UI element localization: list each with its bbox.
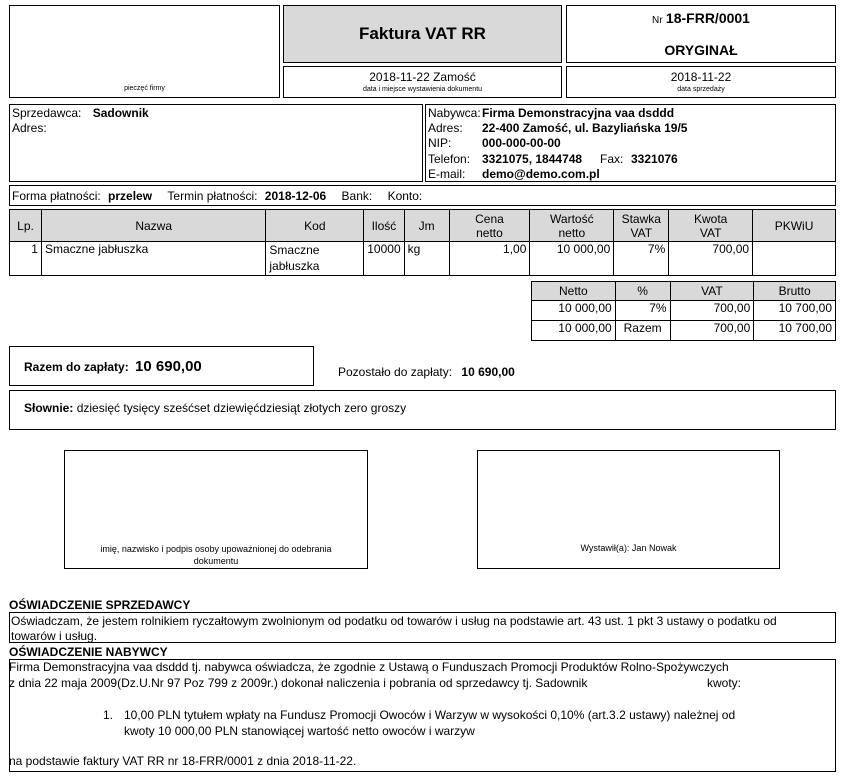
vat-summary-table <box>531 281 836 341</box>
seller-address-label: Adres: <box>12 121 47 135</box>
summary-col-gross: Brutto <box>754 282 836 301</box>
col-code: Kod <box>266 210 364 242</box>
total-to-pay-label: Razem do zapłaty: <box>24 360 129 374</box>
buyer-declaration-footer: na podstawie faktury VAT RR nr 18-FRR/0001 z dnia 2018-11-22. <box>9 754 357 768</box>
items-header-row <box>10 210 836 242</box>
buyer-nip: 000-000-00-00 <box>482 136 561 150</box>
total-to-pay-row <box>24 358 202 375</box>
summary-col-rate: % <box>615 282 670 301</box>
sale-date-caption: data sprzedaży <box>677 86 725 93</box>
col-net-value: Wartość netto <box>530 210 614 242</box>
amount-in-words-label: Słownie: <box>24 401 74 415</box>
items-table <box>9 209 836 276</box>
remaining-label: Pozostało do zapłaty: <box>338 365 453 379</box>
sale-date-box <box>566 66 836 98</box>
amount-in-words-row <box>24 401 406 415</box>
payment-term-value: 2018-12-06 <box>264 189 327 203</box>
invoice-number-value: 18-FRR/0001 <box>665 10 750 26</box>
summary-header-row <box>532 282 836 301</box>
buyer-box <box>425 104 836 182</box>
item-vat-rate: 7% <box>614 242 669 276</box>
issue-date-place: 2018-11-22 Zamość <box>369 70 476 84</box>
col-unit: Jm <box>404 210 449 242</box>
payment-form-value: przelew <box>108 189 153 203</box>
col-qty: Ilość <box>364 210 404 242</box>
account-label: Konto: <box>387 189 423 203</box>
item-lp: 1 <box>10 242 42 276</box>
total-to-pay-box <box>9 346 314 386</box>
buyer-email: demo@demo.com.pl <box>482 167 600 181</box>
issuer-signature-caption: Wystawił(a): Jan Nowak <box>580 543 677 553</box>
list-number: 1. <box>103 708 114 722</box>
buyer-declaration-title: OŚWIADCZENIE NABYWCY <box>9 645 168 659</box>
summary-rate: 7% <box>615 301 670 321</box>
item-unit-price: 1,00 <box>449 242 530 276</box>
col-unit-price: Cena netto <box>449 210 530 242</box>
company-stamp-box <box>9 5 280 98</box>
list-line-2: kwoty 10 000,00 PLN stanowiącej wartość netto owoców i warzyw <box>124 724 475 738</box>
table-row <box>532 301 836 321</box>
item-qty: 10000 <box>364 242 404 276</box>
buyer-address: 22-400 Zamość, ul. Bazyliańska 19/5 <box>482 121 688 135</box>
summary-total-vat: 700,00 <box>670 321 754 341</box>
amount-in-words-value: dziesięć tysięcy sześćset dziewięćdziesiąt złotych zero groszy <box>76 401 407 415</box>
item-code: Smaczne jabłuszka <box>266 242 364 276</box>
bank-label: Bank: <box>341 189 373 203</box>
amount-in-words-box <box>9 390 836 430</box>
buyer-declaration-line-2b: kwoty: <box>707 676 742 690</box>
payment-form-label: Forma płatności: <box>12 189 101 203</box>
seller-declaration-text: Oświadczam, że jestem rolnikiem ryczałtowym zwolnionym od podatku od towarów i usług na podstawie art. 43 ust. 1 pkt 3 ustawy o podatku od towarów i usług. <box>11 614 777 643</box>
payment-term-label: Termin płatności: <box>167 189 258 203</box>
sale-date: 2018-11-22 <box>670 70 732 84</box>
buyer-name: Firma Demonstracyjna vaa dsddd <box>482 106 675 120</box>
buyer-declaration-line-1: Firma Demonstracyjna vaa dsddd tj. nabywca oświadcza, że zgodnie z Ustawą o Funduszach Promocji Produktów Rolno-Spożywczych <box>9 660 729 674</box>
summary-net: 10 000,00 <box>532 301 616 321</box>
issue-date-caption: data i miejsce wystawienia dokumentu <box>362 86 483 93</box>
buyer-phone: 3321075, 1844748 <box>482 152 583 166</box>
invoice-number-prefix: Nr <box>652 15 663 26</box>
col-lp: Lp. <box>10 210 42 242</box>
receiver-signature-caption: imię, nazwisko i podpis osoby upoważnionej do odebrania dokumentu <box>100 544 332 566</box>
item-name: Smaczne jabłuszka <box>41 242 265 276</box>
item-unit: kg <box>404 242 449 276</box>
col-pkwiu: PKWiU <box>753 210 836 242</box>
buyer-fax: 3321076 <box>631 152 678 166</box>
buyer-nip-label: NIP: <box>428 136 452 150</box>
remaining-row <box>338 365 515 379</box>
summary-col-vat: VAT <box>670 282 754 301</box>
buyer-phone-label: Telefon: <box>428 152 471 166</box>
col-vat-rate: Stawka VAT <box>614 210 669 242</box>
buyer-email-label: E-mail: <box>428 167 466 181</box>
col-vat-amount: Kwota VAT <box>669 210 753 242</box>
summary-vat: 700,00 <box>670 301 754 321</box>
buyer-fax-label: Fax: <box>600 152 624 166</box>
seller-declaration-box <box>9 612 836 643</box>
company-stamp-label: pieczęć firmy <box>124 85 165 92</box>
item-net-value: 10 000,00 <box>530 242 614 276</box>
buyer-address-label: Adres: <box>428 121 463 135</box>
list-line-1: 10,00 PLN tytułem wpłaty na Fundusz Promocji Owoców i Warzyw w wysokości 0,10% (art.3.2 ustawy) należnej od <box>124 708 736 722</box>
seller-name: Sadownik <box>92 106 149 120</box>
invoice-number-box <box>566 5 836 63</box>
buyer-label: Nabywca: <box>428 106 481 120</box>
summary-gross: 10 700,00 <box>754 301 836 321</box>
seller-name-row <box>12 106 149 120</box>
invoice-number <box>567 10 835 26</box>
payment-row <box>12 189 422 203</box>
buyer-declaration-line-2: z dnia 22 maja 2009(Dz.U.Nr 97 Poz 799 z 2009r.) dokonał naliczenia i pobrania od sprzedawcy tj. Sadownik <box>9 676 588 690</box>
col-name: Nazwa <box>41 210 265 242</box>
summary-total-label: Razem <box>615 321 670 341</box>
copy-type: ORYGINAŁ <box>664 42 738 58</box>
seller-declaration-title: OŚWIADCZENIE SPRZEDAWCY <box>9 598 191 612</box>
summary-total-gross: 10 700,00 <box>754 321 836 341</box>
seller-label: Sprzedawca: <box>12 106 82 120</box>
table-row <box>10 242 836 276</box>
invoice-title: Faktura VAT RR <box>359 24 486 43</box>
item-vat-amount: 700,00 <box>669 242 753 276</box>
total-to-pay-value: 10 690,00 <box>135 358 202 375</box>
table-row <box>532 321 836 341</box>
item-pkwiu <box>753 242 836 276</box>
summary-total-net: 10 000,00 <box>532 321 616 341</box>
buyer-declaration-box <box>9 659 836 772</box>
issue-date-box <box>283 66 562 98</box>
invoice-title-box <box>283 5 562 63</box>
receiver-signature-box <box>64 450 368 569</box>
issuer-signature-box <box>477 450 780 569</box>
payment-box <box>9 185 836 206</box>
remaining-value: 10 690,00 <box>461 365 515 379</box>
seller-box <box>9 104 423 182</box>
summary-col-net: Netto <box>532 282 616 301</box>
